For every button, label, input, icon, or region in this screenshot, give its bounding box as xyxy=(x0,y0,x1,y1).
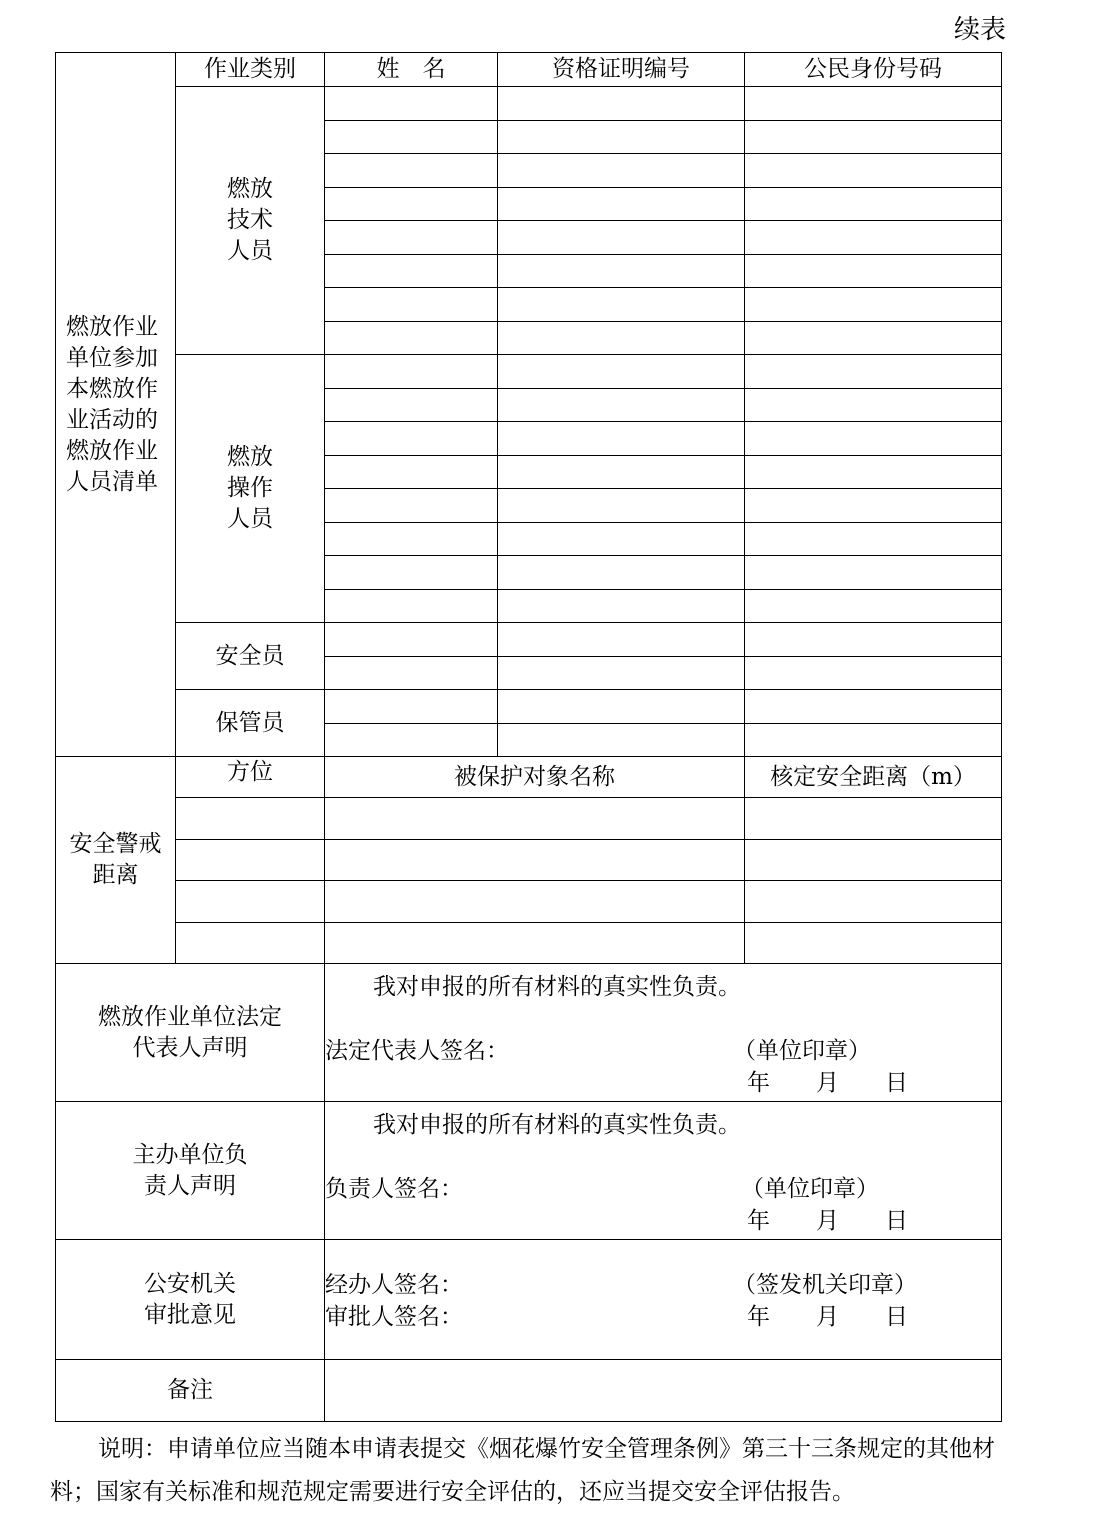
direction-cell[interactable] xyxy=(176,881,325,923)
id-cell[interactable] xyxy=(745,355,1002,389)
category-operator: 燃放操作人员 xyxy=(176,355,325,623)
cert-cell[interactable] xyxy=(498,723,745,757)
name-cell[interactable] xyxy=(325,154,498,188)
name-cell[interactable] xyxy=(325,288,498,322)
approval-content xyxy=(325,1240,1002,1360)
safety-header-row xyxy=(56,757,1002,798)
name-cell[interactable] xyxy=(325,489,498,523)
declaration-unit-date[interactable]: 年 月 日 xyxy=(747,1070,908,1096)
cert-cell[interactable] xyxy=(498,656,745,690)
approval-date[interactable]: 年 月 日 xyxy=(747,1304,908,1330)
id-cell[interactable] xyxy=(745,623,1002,657)
name-cell[interactable] xyxy=(325,522,498,556)
declaration-host-date[interactable]: 年 月 日 xyxy=(747,1208,908,1234)
approval-row xyxy=(56,1240,1002,1360)
id-cell[interactable] xyxy=(745,656,1002,690)
cert-cell[interactable] xyxy=(498,522,745,556)
name-cell[interactable] xyxy=(325,187,498,221)
table-row xyxy=(56,881,1002,923)
header-cert-no: 资格证明编号 xyxy=(498,53,745,87)
distance-cell[interactable] xyxy=(745,881,1002,923)
id-cell[interactable] xyxy=(745,388,1002,422)
declaration-host-statement: 我对申报的所有材料的真实性负责。 xyxy=(373,1112,741,1138)
continued-label: 续表 xyxy=(953,15,1006,45)
cert-cell[interactable] xyxy=(498,221,745,255)
declaration-host-row xyxy=(56,1102,1002,1240)
name-cell[interactable] xyxy=(325,355,498,389)
id-cell[interactable] xyxy=(745,154,1002,188)
table-row xyxy=(56,87,1002,121)
header-id-no: 公民身份号码 xyxy=(745,53,1002,87)
id-cell[interactable] xyxy=(745,254,1002,288)
cert-cell[interactable] xyxy=(498,489,745,523)
cert-cell[interactable] xyxy=(498,355,745,389)
id-cell[interactable] xyxy=(745,120,1002,154)
id-cell[interactable] xyxy=(745,321,1002,355)
cert-cell[interactable] xyxy=(498,120,745,154)
cert-cell[interactable] xyxy=(498,154,745,188)
table-row xyxy=(56,922,1002,964)
direction-cell[interactable] xyxy=(176,798,325,840)
id-cell[interactable] xyxy=(745,422,1002,456)
header-direction: 方位 xyxy=(176,757,325,798)
name-cell[interactable] xyxy=(325,589,498,623)
id-cell[interactable] xyxy=(745,723,1002,757)
declaration-unit-row xyxy=(56,964,1002,1102)
approver-signature[interactable]: 审批人签名： xyxy=(325,1304,463,1330)
id-cell[interactable] xyxy=(745,556,1002,590)
issuing-authority-seal: （签发机关印章） xyxy=(733,1272,917,1298)
table-row xyxy=(56,355,1002,389)
object-cell[interactable] xyxy=(325,798,745,840)
direction-cell[interactable] xyxy=(176,839,325,881)
name-cell[interactable] xyxy=(325,221,498,255)
cert-cell[interactable] xyxy=(498,589,745,623)
remarks-label: 备注 xyxy=(56,1360,325,1422)
declaration-host-label: 主办单位负责人声明 xyxy=(56,1102,325,1240)
table-row xyxy=(56,839,1002,881)
remarks-field[interactable] xyxy=(325,1360,1002,1422)
cert-cell[interactable] xyxy=(498,288,745,322)
declaration-host-content xyxy=(325,1102,1002,1240)
host-seal: （单位印章） xyxy=(741,1176,879,1202)
object-cell[interactable] xyxy=(325,881,745,923)
legal-rep-signature[interactable]: 法定代表人签名： xyxy=(325,1038,509,1064)
name-cell[interactable] xyxy=(325,321,498,355)
declaration-unit-content xyxy=(325,964,1002,1102)
table-row xyxy=(56,690,1002,724)
name-cell[interactable] xyxy=(325,690,498,724)
cert-cell[interactable] xyxy=(498,254,745,288)
cert-cell[interactable] xyxy=(498,623,745,657)
distance-cell[interactable] xyxy=(745,839,1002,881)
handler-signature[interactable]: 经办人签名： xyxy=(325,1272,463,1298)
declaration-unit-label: 燃放作业单位法定代表人声明 xyxy=(56,964,325,1102)
name-cell[interactable] xyxy=(325,422,498,456)
name-cell[interactable] xyxy=(325,556,498,590)
id-cell[interactable] xyxy=(745,455,1002,489)
name-cell[interactable] xyxy=(325,455,498,489)
host-signature[interactable]: 负责人签名： xyxy=(325,1176,463,1202)
cert-cell[interactable] xyxy=(498,690,745,724)
name-cell[interactable] xyxy=(325,87,498,121)
personnel-header-row xyxy=(56,53,1002,87)
id-cell[interactable] xyxy=(745,690,1002,724)
id-cell[interactable] xyxy=(745,489,1002,523)
id-cell[interactable] xyxy=(745,522,1002,556)
cert-cell[interactable] xyxy=(498,556,745,590)
table-row xyxy=(56,623,1002,657)
cert-cell[interactable] xyxy=(498,422,745,456)
personnel-section-label: 燃放作业单位参加本燃放作业活动的燃放作业人员清单 xyxy=(56,53,176,757)
name-cell[interactable] xyxy=(325,388,498,422)
header-protected-object: 被保护对象名称 xyxy=(325,757,745,798)
object-cell[interactable] xyxy=(325,922,745,964)
object-cell[interactable] xyxy=(325,839,745,881)
name-cell[interactable] xyxy=(325,623,498,657)
id-cell[interactable] xyxy=(745,288,1002,322)
category-custodian: 保管员 xyxy=(176,690,325,757)
header-safety-distance: 核定安全距离（m） xyxy=(745,757,1002,798)
id-cell[interactable] xyxy=(745,187,1002,221)
name-cell[interactable] xyxy=(325,656,498,690)
approval-label: 公安机关审批意见 xyxy=(56,1240,325,1360)
safety-section-label: 安全警戒距离 xyxy=(56,757,176,964)
table-row xyxy=(56,798,1002,840)
id-cell[interactable] xyxy=(745,221,1002,255)
direction-cell[interactable] xyxy=(176,922,325,964)
header-category: 作业类别 xyxy=(176,53,325,87)
id-cell[interactable] xyxy=(745,589,1002,623)
cert-cell[interactable] xyxy=(498,388,745,422)
footnote: 说明：申请单位应当随本申请表提交《烟花爆竹安全管理条例》第三十三条规定的其他材料；国家有关标准和规范规定需要进行安全评估的，还应当提交安全评估报告。 xyxy=(50,1436,995,1505)
cert-cell[interactable] xyxy=(498,455,745,489)
remarks-row xyxy=(56,1360,1002,1422)
distance-cell[interactable] xyxy=(745,922,1002,964)
unit-seal: （单位印章） xyxy=(733,1038,871,1064)
name-cell[interactable] xyxy=(325,120,498,154)
category-safety-officer: 安全员 xyxy=(176,623,325,690)
id-cell[interactable] xyxy=(745,87,1002,121)
cert-cell[interactable] xyxy=(498,87,745,121)
category-technician: 燃放技术人员 xyxy=(176,87,325,355)
application-form-table xyxy=(55,52,1002,1422)
cert-cell[interactable] xyxy=(498,187,745,221)
name-cell[interactable] xyxy=(325,254,498,288)
declaration-unit-statement: 我对申报的所有材料的真实性负责。 xyxy=(373,974,741,1000)
name-cell[interactable] xyxy=(325,723,498,757)
distance-cell[interactable] xyxy=(745,798,1002,840)
header-name: 姓 名 xyxy=(325,53,498,87)
cert-cell[interactable] xyxy=(498,321,745,355)
